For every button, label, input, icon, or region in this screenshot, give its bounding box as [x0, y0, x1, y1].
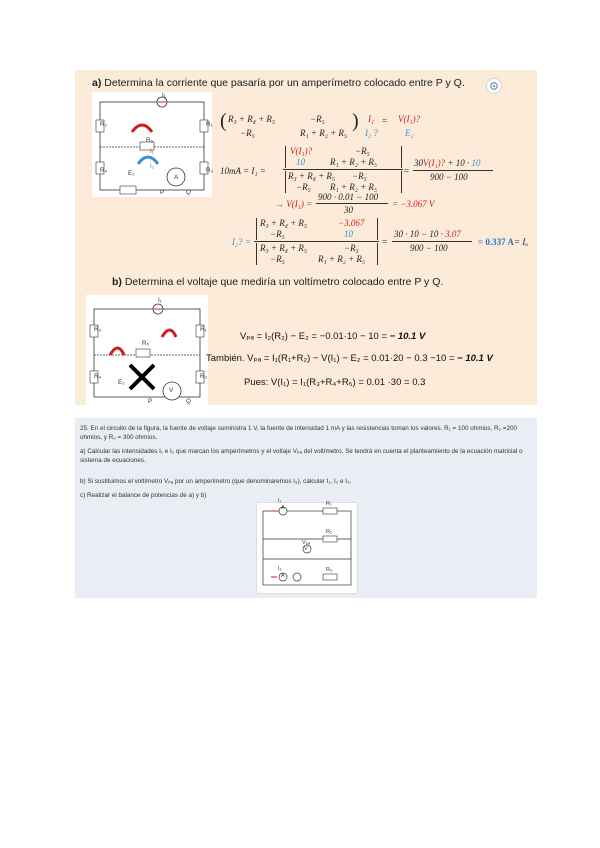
circuit-b-figure — [86, 295, 208, 405]
i2-num-r1a: R₃ + R₄ + R₅ — [260, 218, 308, 228]
i1-res-a: 30 — [414, 158, 423, 168]
i2-num-r2b: 10 — [344, 229, 353, 239]
circuit-a-label-e2: E₂ — [128, 170, 135, 177]
circuit-a-label-r3: R₃ — [206, 167, 214, 174]
i2-den-r1b: −R₅ — [344, 243, 359, 253]
i1-equals: = — [404, 166, 410, 176]
i1-den-r2a: −R₅ — [296, 182, 311, 192]
circuit-25-label-vpq: Vₚₐ — [302, 540, 311, 546]
circuit-b-label-r3: R₃ — [94, 326, 102, 333]
matrix-left-paren: ( — [220, 110, 227, 132]
i2-prefix: I₂? = — [232, 237, 251, 247]
circuit-a-figure — [92, 92, 212, 197]
circuit-25-label-a2: A — [281, 573, 285, 579]
matrix-r1c2: −R₅ — [310, 114, 325, 124]
circuit-25-label-v: V — [304, 546, 308, 552]
circuit-25-label-r3: R₃ — [326, 567, 333, 573]
i2-den-r2a: −R₅ — [270, 254, 285, 264]
voltage-line-2-result: − 10.1 V — [457, 353, 493, 364]
i1-prefix: 10mA = I₁ = — [220, 166, 266, 176]
matrix-right-paren: ) — [352, 110, 359, 132]
v-result: = −3.067 V — [392, 199, 435, 209]
matrix-r2c2: R₁ + R₂ + R₅ — [300, 128, 348, 138]
circuit-a-label-r1: R₁ — [206, 121, 213, 128]
i2-den-r2b: R₁ + R₂ + R₅ — [318, 254, 366, 264]
circuit-b-label-v: V — [169, 387, 174, 394]
part-b-label: b) — [112, 276, 122, 288]
circuit-a-label-i1-red: I₁ — [150, 148, 154, 155]
problem-25-part-b: b) Si sustituimos el voltímetro Vₚₐ por un amperímetro (que denominaremos I₃), calcular I₁, I₂ e I₃. — [80, 478, 352, 485]
i2-frac-num-b: 3.07 — [445, 229, 461, 239]
circuit-b-label-q: Q — [186, 398, 191, 405]
circuit-a-label-i1: I₁ — [162, 92, 166, 99]
i2-equals: = — [382, 237, 388, 247]
matrix-r1c1: R₃ + R₄ + R₅ — [228, 114, 276, 124]
vector-v2: E₂ — [405, 128, 414, 138]
problem-25-part-c: c) Realizar el balance de potencias de a) y b) — [80, 492, 207, 499]
voltage-line-1 — [240, 331, 425, 342]
voltage-line-1-text: Vₚₐ = I₂(R₂) − E₂ = −0.01·10 − 10 = — [240, 331, 387, 342]
i1-num-r2b: R₁ + R₂ + R₅ — [330, 157, 378, 167]
i1-num-r1a: V(I₁)? — [290, 146, 313, 156]
circuit-b-label-r5: R₅ — [142, 340, 150, 347]
i2-result-tail: = Iₐ — [514, 237, 528, 247]
i2-fraction-rule — [254, 241, 379, 242]
circuit-a-label-r4: R₄ — [100, 167, 108, 174]
voltage-line-1-result: − 10.1 V — [389, 331, 426, 342]
i1-result-rule — [413, 170, 493, 171]
i1-res-c: + 10 · — [445, 158, 472, 168]
part-b-text: Determina el voltaje que mediría un voltímetro colocado entre P y Q. — [124, 276, 444, 288]
i1-den-r2b: R₁ + R₂ + R₅ — [330, 182, 378, 192]
i2-frac-numerator — [394, 229, 461, 239]
circuit-b-label-r1: R₁ — [200, 326, 207, 333]
circuit-25-label-a1: A — [281, 505, 285, 511]
circuit-b-label-p: P — [148, 398, 153, 405]
circuit-b-label-i1: I₁ — [158, 297, 162, 304]
part-b-heading — [112, 276, 443, 288]
part-a-label: a) — [92, 77, 102, 89]
circuit-a-label-r5: R₅ — [146, 137, 154, 144]
i1-fraction-rule — [283, 169, 403, 170]
circuit-a-label-p: P — [160, 189, 165, 196]
equals-sign: = — [382, 116, 388, 126]
v-denominator: 30 — [344, 205, 353, 215]
i2-den-r1a: R₃ + R₄ + R₅ — [260, 243, 308, 253]
i2-frac-num-a: 30 · 10 − 10 · — [394, 229, 446, 239]
circuit-b-label-e2: E₂ — [118, 379, 125, 386]
vector-i2: I₂ ? — [365, 128, 378, 138]
circuit-25-label-i2: I₂ — [278, 566, 282, 572]
v-rule — [316, 203, 388, 204]
expand-icon[interactable] — [486, 78, 502, 94]
i1-den-r1b: −R₅ — [352, 171, 367, 181]
circuit-b-label-r2: R₂ — [200, 373, 207, 380]
vector-i1: I₁ — [368, 114, 375, 124]
circuit-25-label-r1: R₁ — [326, 501, 332, 507]
v-numerator: 900 · 0.01 − 100 — [318, 192, 379, 202]
i1-result-denominator: 900 − 100 — [430, 172, 468, 182]
i2-frac-denominator: 900 − 100 — [410, 243, 448, 253]
i2-num-r1b: −3.067 — [338, 218, 365, 228]
circuit-25-label-r2: R₂ — [326, 529, 333, 535]
voltage-line-2-text: También. Vₚₐ = I₁(R₁+R₂) − V(I₁) − E₂ = 0.01·20 − 0.3 −10 = — [206, 353, 455, 364]
i2-result: = 0.337 A — [478, 237, 514, 247]
i1-result-numerator — [414, 158, 480, 168]
circuit-b-label-r4: R₄ — [94, 373, 102, 380]
i1-num-r1b: −R₅ — [355, 146, 370, 156]
circuit-a-label-r2: R₂ — [100, 121, 107, 128]
vector-v1: V(I₁)? — [398, 114, 421, 124]
part-a-heading — [92, 77, 465, 89]
circuit-25-label-i1: I₁ — [278, 498, 282, 504]
circuit-a-label-a: A — [174, 174, 179, 181]
i2-num-r2a: −R₅ — [270, 229, 285, 239]
i1-den-r1a: R₃ + R₄ + R₅ — [288, 171, 336, 181]
v-prefix: → V(I₁) = — [275, 199, 313, 209]
i1-res-b: V(I₁)? — [423, 158, 446, 168]
i1-num-r2a: 10 — [296, 157, 305, 167]
circuit-a-label-q: Q — [186, 189, 191, 196]
part-a-text: Determina la corriente que pasaría por un amperímetro colocado entre P y Q. — [104, 77, 465, 89]
i1-res-d: 10 — [471, 158, 481, 168]
i2-frac-rule — [392, 241, 472, 242]
problem-25-part-a: a) Calcular las intensidades I₁ e I₂ que marcan los amperímetros y el voltaje Vₚₐ del voltímetro. Se tendrá en cuenta el planteamiento de la ecuación matricial o sistema de ecuaciones. — [80, 448, 523, 464]
voltage-line-3: Pues: V(I₁) = I₁(R₃+R₄+R₅) = 0.01 ·30 = 0.3 — [244, 377, 426, 388]
circuit-a-label-i2: I₂ — [150, 163, 155, 170]
voltage-line-2 — [206, 353, 493, 364]
problem-25-intro: 25. En el circuito de la figura, la fuente de voltaje suministra 1 V, la fuente de intensidad 1 mA y las resistencias toman los valores. R₁ = 100 ohmios, R₂ =200 ohmios, y R₃ = 300 ohmios. — [80, 425, 517, 441]
matrix-r2c1: −R₅ — [240, 128, 255, 138]
